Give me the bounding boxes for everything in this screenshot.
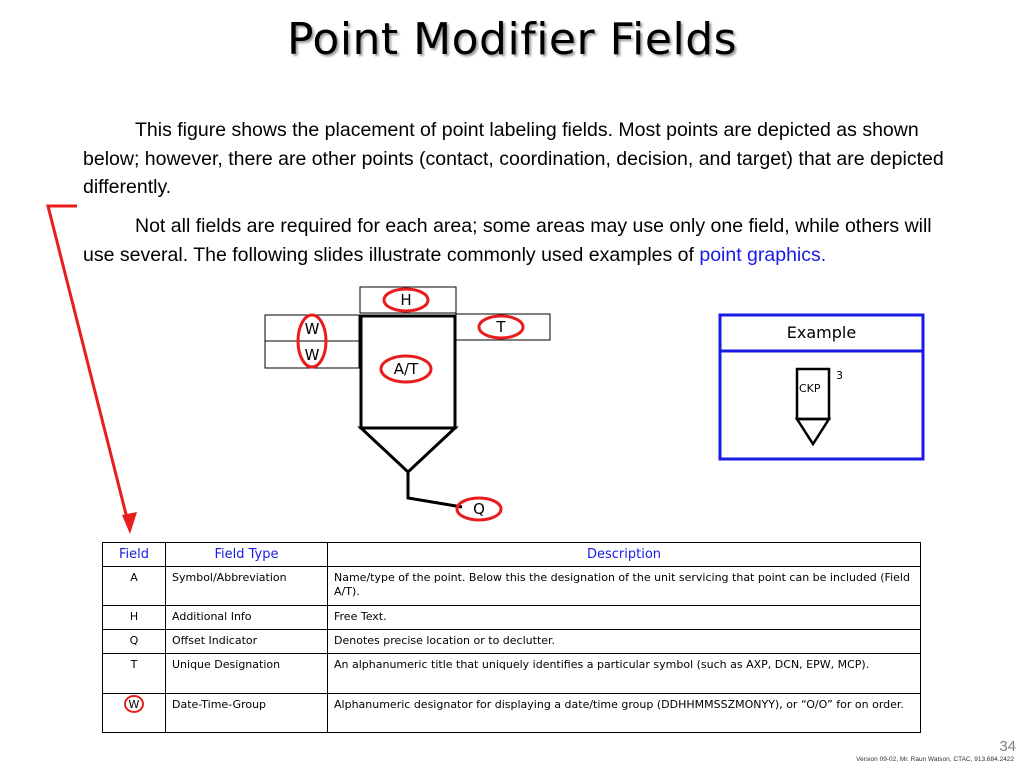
header-description: Description	[328, 543, 921, 567]
w-code-highlight	[124, 696, 144, 714]
point-symbol-tip	[361, 428, 455, 472]
field-code: A	[103, 567, 166, 606]
example-point-tip	[797, 419, 829, 444]
h-field-label: H	[400, 291, 412, 309]
example-point-label: CKP	[799, 382, 821, 395]
field-description: Denotes precise location or to declutter.	[328, 630, 921, 654]
table-row	[103, 567, 921, 606]
field-type: Symbol/Abbreviation	[166, 567, 328, 606]
page-number: 34	[999, 738, 1016, 755]
field-table	[102, 542, 921, 733]
slide-title: Point Modifier Fields	[286, 14, 738, 65]
table-row	[103, 694, 921, 733]
table-row	[103, 654, 921, 694]
table-row	[103, 606, 921, 630]
header-field: Field	[103, 543, 166, 567]
field-description: Name/type of the point. Below this the designation of the unit servicing that point can be included (Field A/T).	[328, 567, 921, 606]
field-code	[103, 694, 166, 733]
point-graphics-link[interactable]: point graphics.	[699, 243, 827, 266]
example-header: Example	[786, 323, 857, 342]
field-code: H	[103, 606, 166, 630]
w-code-wrapper	[129, 698, 140, 712]
w-field-label-2: W	[304, 346, 320, 364]
field-type: Unique Designation	[166, 654, 328, 694]
intro-paragraph-text: This figure shows the placement of point labeling fields. Most points are depicted as shown below; however, there are other points (contact, coordination, decision, and target) that are depicted differently.	[83, 119, 944, 198]
field-type: Additional Info	[166, 606, 328, 630]
version-note: Version 09-02, Mr. Raun Watson, CTAC, 913.684.2422	[856, 756, 1014, 763]
w-field-label-1: W	[304, 320, 320, 338]
field-type: Offset Indicator	[166, 630, 328, 654]
example-designation: 3	[836, 369, 843, 382]
field-type: Date-Time-Group	[166, 694, 328, 733]
table-row	[103, 630, 921, 654]
annotation-arrow	[48, 206, 137, 534]
q-field-label: Q	[473, 500, 485, 518]
header-field-type: Field Type	[166, 543, 328, 567]
offset-leader-line	[408, 472, 462, 507]
field-description: Alphanumeric designator for displaying a date/time group (DDHHMMSSZMONYY), or “O/O” for on order.	[328, 694, 921, 733]
field-code: T	[103, 654, 166, 694]
fields-paragraph-text: Not all fields are required for each area; some areas may use only one field, while others will use several. The following slides illustrate commonly used examples of	[83, 215, 932, 266]
table-header-row	[103, 543, 921, 567]
field-code: Q	[103, 630, 166, 654]
field-description: An alphanumeric title that uniquely identifies a particular symbol (such as AXP, DCN, EPW, MCP).	[328, 654, 921, 694]
w-code-text: W	[128, 698, 140, 711]
field-description: Free Text.	[328, 606, 921, 630]
t-field-label: T	[496, 318, 506, 336]
at-field-label: A/T	[393, 360, 419, 378]
